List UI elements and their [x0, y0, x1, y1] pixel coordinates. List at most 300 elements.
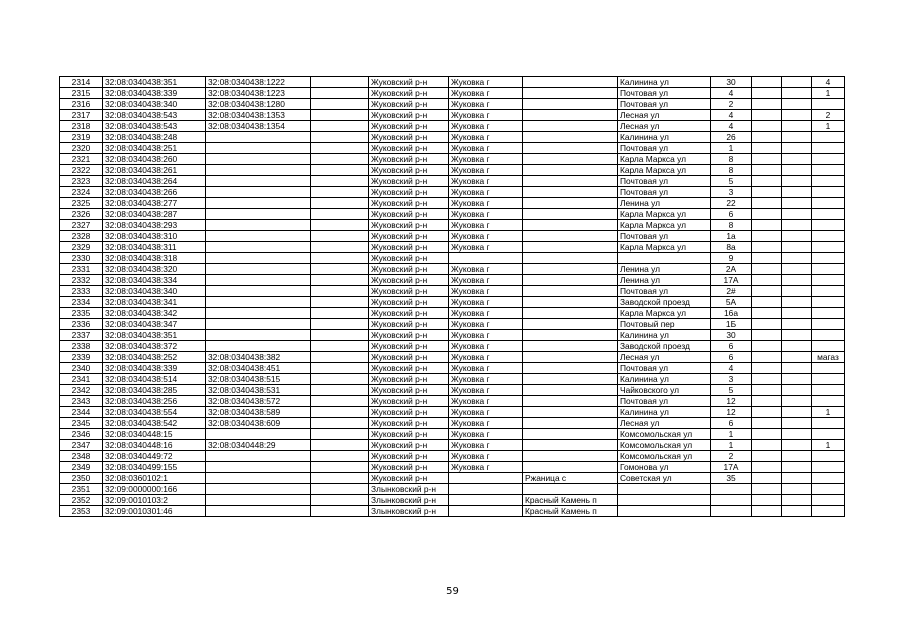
empty-column-cell — [311, 418, 369, 429]
empty-column-cell — [311, 220, 369, 231]
extra-column-1-cell — [752, 198, 782, 209]
city-cell — [449, 473, 523, 484]
note-cell: 2 — [812, 110, 845, 121]
table-row — [60, 132, 845, 143]
linked-cadastral-number-cell — [206, 198, 311, 209]
empty-column-cell — [311, 253, 369, 264]
house-number-cell: 1 — [711, 440, 752, 451]
house-number-cell: 5 — [711, 385, 752, 396]
table-row — [60, 319, 845, 330]
row-number-cell: 2315 — [60, 88, 103, 99]
linked-cadastral-number-cell — [206, 275, 311, 286]
extra-column-2-cell — [782, 154, 812, 165]
district-cell: Жуковский р-н — [369, 121, 449, 132]
table-row — [60, 418, 845, 429]
settlement-cell — [523, 77, 618, 88]
note-cell — [812, 297, 845, 308]
linked-cadastral-number-cell — [206, 176, 311, 187]
empty-column-cell — [311, 132, 369, 143]
settlement-cell — [523, 330, 618, 341]
extra-column-2-cell — [782, 495, 812, 506]
extra-column-1-cell — [752, 484, 782, 495]
cadastral-number-cell: 32:08:0340438:318 — [103, 253, 206, 264]
note-cell — [812, 473, 845, 484]
page-number: 59 — [446, 586, 459, 597]
street-cell: Ленина ул — [618, 198, 711, 209]
settlement-cell — [523, 308, 618, 319]
linked-cadastral-number-cell: 32:08:0340438:515 — [206, 374, 311, 385]
city-cell: Жуковка г — [449, 242, 523, 253]
street-cell: Комсомольская ул — [618, 429, 711, 440]
table-row — [60, 308, 845, 319]
house-number-cell: 30 — [711, 77, 752, 88]
settlement-cell — [523, 121, 618, 132]
district-cell: Жуковский р-н — [369, 77, 449, 88]
street-cell: Почтовая ул — [618, 176, 711, 187]
row-number-cell: 2314 — [60, 77, 103, 88]
note-cell — [812, 319, 845, 330]
extra-column-1-cell — [752, 275, 782, 286]
city-cell: Жуковка г — [449, 297, 523, 308]
row-number-cell: 2316 — [60, 99, 103, 110]
extra-column-2-cell — [782, 396, 812, 407]
settlement-cell — [523, 231, 618, 242]
row-number-cell: 2336 — [60, 319, 103, 330]
row-number-cell: 2320 — [60, 143, 103, 154]
extra-column-1-cell — [752, 99, 782, 110]
cadastral-number-cell: 32:08:0340438:340 — [103, 286, 206, 297]
table-row — [60, 385, 845, 396]
cadastral-number-cell: 32:08:0340438:514 — [103, 374, 206, 385]
note-cell — [812, 286, 845, 297]
empty-column-cell — [311, 363, 369, 374]
empty-column-cell — [311, 187, 369, 198]
empty-column-cell — [311, 88, 369, 99]
settlement-cell — [523, 99, 618, 110]
settlement-cell — [523, 88, 618, 99]
table-row — [60, 242, 845, 253]
linked-cadastral-number-cell — [206, 451, 311, 462]
extra-column-1-cell — [752, 385, 782, 396]
city-cell: Жуковка г — [449, 396, 523, 407]
extra-column-1-cell — [752, 286, 782, 297]
table-row — [60, 440, 845, 451]
cadastral-number-cell: 32:08:0340438:372 — [103, 341, 206, 352]
house-number-cell: 17А — [711, 462, 752, 473]
street-cell: Почтовая ул — [618, 187, 711, 198]
table-row — [60, 275, 845, 286]
city-cell: Жуковка г — [449, 385, 523, 396]
extra-column-1-cell — [752, 396, 782, 407]
house-number-cell: 6 — [711, 352, 752, 363]
table-row — [60, 253, 845, 264]
linked-cadastral-number-cell — [206, 209, 311, 220]
cadastral-number-cell: 32:08:0340438:248 — [103, 132, 206, 143]
note-cell — [812, 99, 845, 110]
table-row — [60, 429, 845, 440]
linked-cadastral-number-cell — [206, 506, 311, 517]
street-cell: Заводской проезд — [618, 297, 711, 308]
row-number-cell: 2328 — [60, 231, 103, 242]
row-number-cell: 2333 — [60, 286, 103, 297]
cadastral-number-cell: 32:08:0340438:264 — [103, 176, 206, 187]
settlement-cell — [523, 253, 618, 264]
district-cell: Жуковский р-н — [369, 363, 449, 374]
table-row — [60, 396, 845, 407]
district-cell: Злынковский р-н — [369, 484, 449, 495]
house-number-cell: 4 — [711, 363, 752, 374]
city-cell — [449, 484, 523, 495]
house-number-cell: 16а — [711, 308, 752, 319]
extra-column-2-cell — [782, 165, 812, 176]
house-number-cell: 6 — [711, 418, 752, 429]
cadastral-number-cell: 32:08:0340438:310 — [103, 231, 206, 242]
extra-column-2-cell — [782, 319, 812, 330]
row-number-cell: 2331 — [60, 264, 103, 275]
table-row — [60, 176, 845, 187]
linked-cadastral-number-cell — [206, 341, 311, 352]
row-number-cell: 2347 — [60, 440, 103, 451]
empty-column-cell — [311, 319, 369, 330]
extra-column-2-cell — [782, 209, 812, 220]
cadastral-number-cell: 32:08:0340438:285 — [103, 385, 206, 396]
street-cell — [618, 506, 711, 517]
table-row — [60, 286, 845, 297]
extra-column-2-cell — [782, 330, 812, 341]
district-cell: Жуковский р-н — [369, 407, 449, 418]
extra-column-2-cell — [782, 473, 812, 484]
house-number-cell: 8 — [711, 154, 752, 165]
district-cell: Жуковский р-н — [369, 451, 449, 462]
house-number-cell — [711, 495, 752, 506]
district-cell: Злынковский р-н — [369, 506, 449, 517]
extra-column-1-cell — [752, 242, 782, 253]
city-cell: Жуковка г — [449, 264, 523, 275]
table-row — [60, 231, 845, 242]
house-number-cell: 35 — [711, 473, 752, 484]
table-row — [60, 484, 845, 495]
linked-cadastral-number-cell — [206, 242, 311, 253]
city-cell: Жуковка г — [449, 165, 523, 176]
extra-column-1-cell — [752, 495, 782, 506]
district-cell: Жуковский р-н — [369, 341, 449, 352]
row-number-cell: 2349 — [60, 462, 103, 473]
city-cell: Жуковка г — [449, 429, 523, 440]
linked-cadastral-number-cell — [206, 297, 311, 308]
settlement-cell — [523, 385, 618, 396]
settlement-cell — [523, 462, 618, 473]
note-cell — [812, 330, 845, 341]
cadastral-number-cell: 32:08:0340438:277 — [103, 198, 206, 209]
house-number-cell: 22 — [711, 198, 752, 209]
street-cell: Почтовая ул — [618, 88, 711, 99]
house-number-cell: 6 — [711, 341, 752, 352]
cadastral-number-cell: 32:08:0340438:252 — [103, 352, 206, 363]
settlement-cell: Красный Камень п — [523, 506, 618, 517]
cadastral-number-cell: 32:08:0340438:287 — [103, 209, 206, 220]
district-cell: Жуковский р-н — [369, 418, 449, 429]
cadastral-number-cell: 32:08:0340438:341 — [103, 297, 206, 308]
extra-column-2-cell — [782, 132, 812, 143]
table-row — [60, 352, 845, 363]
cadastral-number-cell: 32:08:0340499:155 — [103, 462, 206, 473]
street-cell: Калинина ул — [618, 132, 711, 143]
street-cell: Карла Маркса ул — [618, 209, 711, 220]
extra-column-2-cell — [782, 231, 812, 242]
city-cell: Жуковка г — [449, 462, 523, 473]
extra-column-1-cell — [752, 253, 782, 264]
row-number-cell: 2332 — [60, 275, 103, 286]
extra-column-2-cell — [782, 462, 812, 473]
linked-cadastral-number-cell — [206, 484, 311, 495]
street-cell: Комсомольская ул — [618, 451, 711, 462]
row-number-cell: 2339 — [60, 352, 103, 363]
street-cell: Калинина ул — [618, 407, 711, 418]
linked-cadastral-number-cell: 32:08:0340438:451 — [206, 363, 311, 374]
note-cell — [812, 462, 845, 473]
cadastral-number-cell: 32:08:0340438:351 — [103, 77, 206, 88]
settlement-cell — [523, 484, 618, 495]
extra-column-1-cell — [752, 506, 782, 517]
cadastral-number-cell: 32:08:0340438:293 — [103, 220, 206, 231]
note-cell — [812, 451, 845, 462]
extra-column-2-cell — [782, 374, 812, 385]
house-number-cell: 2# — [711, 286, 752, 297]
settlement-cell — [523, 319, 618, 330]
table-row — [60, 506, 845, 517]
row-number-cell: 2322 — [60, 165, 103, 176]
extra-column-2-cell — [782, 484, 812, 495]
extra-column-1-cell — [752, 407, 782, 418]
street-cell: Лесная ул — [618, 110, 711, 121]
row-number-cell: 2337 — [60, 330, 103, 341]
table-row — [60, 143, 845, 154]
extra-column-2-cell — [782, 440, 812, 451]
linked-cadastral-number-cell: 32:08:0340438:589 — [206, 407, 311, 418]
row-number-cell: 2350 — [60, 473, 103, 484]
extra-column-1-cell — [752, 264, 782, 275]
district-cell: Жуковский р-н — [369, 275, 449, 286]
street-cell: Почтовый пер — [618, 319, 711, 330]
extra-column-2-cell — [782, 77, 812, 88]
district-cell: Жуковский р-н — [369, 88, 449, 99]
city-cell — [449, 506, 523, 517]
note-cell — [812, 165, 845, 176]
note-cell — [812, 242, 845, 253]
linked-cadastral-number-cell: 32:08:0340438:1223 — [206, 88, 311, 99]
settlement-cell — [523, 110, 618, 121]
empty-column-cell — [311, 396, 369, 407]
extra-column-2-cell — [782, 187, 812, 198]
extra-column-2-cell — [782, 88, 812, 99]
empty-column-cell — [311, 473, 369, 484]
row-number-cell: 2352 — [60, 495, 103, 506]
empty-column-cell — [311, 385, 369, 396]
linked-cadastral-number-cell — [206, 132, 311, 143]
note-cell — [812, 495, 845, 506]
district-cell: Жуковский р-н — [369, 440, 449, 451]
extra-column-1-cell — [752, 220, 782, 231]
extra-column-1-cell — [752, 363, 782, 374]
table-row — [60, 473, 845, 484]
cadastral-number-cell: 32:08:0360102:1 — [103, 473, 206, 484]
city-cell: Жуковка г — [449, 407, 523, 418]
district-cell: Жуковский р-н — [369, 473, 449, 484]
city-cell: Жуковка г — [449, 154, 523, 165]
table-row — [60, 165, 845, 176]
linked-cadastral-number-cell: 32:08:0340438:1280 — [206, 99, 311, 110]
empty-column-cell — [311, 121, 369, 132]
extra-column-2-cell — [782, 407, 812, 418]
row-number-cell: 2341 — [60, 374, 103, 385]
settlement-cell — [523, 374, 618, 385]
street-cell: Почтовая ул — [618, 231, 711, 242]
extra-column-1-cell — [752, 374, 782, 385]
extra-column-1-cell — [752, 110, 782, 121]
empty-column-cell — [311, 165, 369, 176]
city-cell: Жуковка г — [449, 308, 523, 319]
linked-cadastral-number-cell — [206, 143, 311, 154]
cadastral-number-cell: 32:08:0340448:15 — [103, 429, 206, 440]
settlement-cell — [523, 220, 618, 231]
linked-cadastral-number-cell — [206, 220, 311, 231]
table-row — [60, 264, 845, 275]
linked-cadastral-number-cell — [206, 495, 311, 506]
house-number-cell: 4 — [711, 121, 752, 132]
empty-column-cell — [311, 286, 369, 297]
extra-column-1-cell — [752, 165, 782, 176]
note-cell — [812, 132, 845, 143]
table-row — [60, 341, 845, 352]
house-number-cell: 8а — [711, 242, 752, 253]
row-number-cell: 2329 — [60, 242, 103, 253]
settlement-cell — [523, 165, 618, 176]
extra-column-2-cell — [782, 308, 812, 319]
settlement-cell — [523, 407, 618, 418]
cadastral-number-cell: 32:08:0340438:256 — [103, 396, 206, 407]
extra-column-2-cell — [782, 242, 812, 253]
row-number-cell: 2351 — [60, 484, 103, 495]
linked-cadastral-number-cell — [206, 308, 311, 319]
settlement-cell: Ржаница с — [523, 473, 618, 484]
row-number-cell: 2325 — [60, 198, 103, 209]
empty-column-cell — [311, 341, 369, 352]
empty-column-cell — [311, 264, 369, 275]
empty-column-cell — [311, 451, 369, 462]
note-cell — [812, 187, 845, 198]
cadastral-number-cell: 32:08:0340438:543 — [103, 110, 206, 121]
linked-cadastral-number-cell — [206, 154, 311, 165]
city-cell: Жуковка г — [449, 88, 523, 99]
linked-cadastral-number-cell — [206, 187, 311, 198]
settlement-cell — [523, 242, 618, 253]
cadastral-number-cell: 32:08:0340438:340 — [103, 99, 206, 110]
row-number-cell: 2348 — [60, 451, 103, 462]
house-number-cell: 12 — [711, 407, 752, 418]
table-row — [60, 330, 845, 341]
row-number-cell: 2330 — [60, 253, 103, 264]
district-cell: Жуковский р-н — [369, 297, 449, 308]
district-cell: Жуковский р-н — [369, 165, 449, 176]
city-cell: Жуковка г — [449, 132, 523, 143]
extra-column-1-cell — [752, 308, 782, 319]
district-cell: Жуковский р-н — [369, 286, 449, 297]
extra-column-1-cell — [752, 418, 782, 429]
street-cell: Калинина ул — [618, 374, 711, 385]
house-number-cell: 2А — [711, 264, 752, 275]
note-cell — [812, 363, 845, 374]
house-number-cell: 5А — [711, 297, 752, 308]
cadastral-number-cell: 32:08:0340438:266 — [103, 187, 206, 198]
extra-column-1-cell — [752, 451, 782, 462]
district-cell: Жуковский р-н — [369, 99, 449, 110]
settlement-cell — [523, 209, 618, 220]
settlement-cell: Красный Камень п — [523, 495, 618, 506]
table-row — [60, 451, 845, 462]
house-number-cell: 1 — [711, 143, 752, 154]
street-cell: Карла Маркса ул — [618, 154, 711, 165]
extra-column-2-cell — [782, 506, 812, 517]
table-row — [60, 198, 845, 209]
district-cell: Жуковский р-н — [369, 242, 449, 253]
note-cell — [812, 374, 845, 385]
extra-column-1-cell — [752, 121, 782, 132]
extra-column-2-cell — [782, 429, 812, 440]
street-cell: Карла Маркса ул — [618, 308, 711, 319]
extra-column-2-cell — [782, 220, 812, 231]
cadastral-number-cell: 32:08:0340438:320 — [103, 264, 206, 275]
city-cell: Жуковка г — [449, 99, 523, 110]
linked-cadastral-number-cell: 32:08:0340438:572 — [206, 396, 311, 407]
street-cell — [618, 495, 711, 506]
empty-column-cell — [311, 506, 369, 517]
extra-column-2-cell — [782, 99, 812, 110]
extra-column-1-cell — [752, 330, 782, 341]
house-number-cell: 8 — [711, 165, 752, 176]
house-number-cell: 3 — [711, 374, 752, 385]
settlement-cell — [523, 286, 618, 297]
house-number-cell: 26 — [711, 132, 752, 143]
note-cell: магаз — [812, 352, 845, 363]
table-row — [60, 220, 845, 231]
linked-cadastral-number-cell: 32:08:0340438:531 — [206, 385, 311, 396]
note-cell — [812, 253, 845, 264]
linked-cadastral-number-cell: 32:08:0340438:1353 — [206, 110, 311, 121]
linked-cadastral-number-cell: 32:08:0340438:1354 — [206, 121, 311, 132]
linked-cadastral-number-cell: 32:08:0340438:609 — [206, 418, 311, 429]
extra-column-2-cell — [782, 264, 812, 275]
cadastral-number-cell: 32:08:0340438:554 — [103, 407, 206, 418]
extra-column-2-cell — [782, 143, 812, 154]
district-cell: Жуковский р-н — [369, 176, 449, 187]
extra-column-1-cell — [752, 143, 782, 154]
district-cell: Жуковский р-н — [369, 374, 449, 385]
district-cell: Жуковский р-н — [369, 462, 449, 473]
street-cell: Карла Маркса ул — [618, 165, 711, 176]
city-cell: Жуковка г — [449, 330, 523, 341]
table-row — [60, 99, 845, 110]
note-cell — [812, 341, 845, 352]
cadastral-number-cell: 32:08:0340438:351 — [103, 330, 206, 341]
note-cell — [812, 308, 845, 319]
settlement-cell — [523, 154, 618, 165]
district-cell: Жуковский р-н — [369, 231, 449, 242]
note-cell: 1 — [812, 407, 845, 418]
district-cell: Жуковский р-н — [369, 396, 449, 407]
extra-column-1-cell — [752, 352, 782, 363]
extra-column-1-cell — [752, 132, 782, 143]
extra-column-1-cell — [752, 297, 782, 308]
